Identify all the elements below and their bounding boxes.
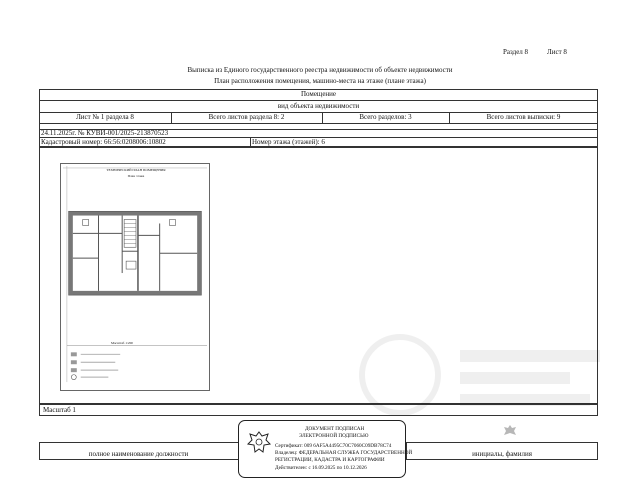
room-label: Помещение (300, 90, 337, 98)
sheet-number: Лист 8 (547, 48, 567, 56)
sheet-of-section: Лист № 1 раздела 8 (76, 113, 134, 121)
plan-drawing-title: ТЕХНИЧЕСКИЙ ПЛАН ПОМЕЩЕНИЯ (106, 168, 166, 172)
name-label: инициалы, фамилия (472, 450, 532, 458)
cadastral-number: Кадастровый номер: 66:56:0208006:10802 (41, 137, 166, 146)
total-sheets-extract: Всего листов выписки: 9 (486, 113, 561, 121)
stamp-valid: Действителен: с 16.09.2025 по 10.12.2026 (275, 465, 367, 471)
electronic-signature-stamp (238, 420, 413, 478)
position-label: полное наименование должности (88, 450, 189, 458)
floor-number: Номер этажа (этажей): 6 (252, 137, 325, 146)
floor-plan-drawing (60, 163, 210, 391)
total-sections: Всего разделов: 3 (359, 113, 412, 121)
plan-scale-note: Масштаб 1:200 (111, 341, 133, 345)
coat-of-arms-icon (245, 429, 273, 457)
plan-drawing-subtitle: План этажа (127, 174, 145, 178)
document-number: 24.11.2025г. № КУВИ-001/2025-213870523 (41, 128, 169, 137)
stamp-line1: ДОКУМЕНТ ПОДПИСАН (305, 426, 365, 432)
total-sheets-section: Всего листов раздела 8: 2 (208, 113, 285, 121)
section-number: Раздел 8 (503, 48, 529, 56)
stamp-owner: Владелец: ФЕДЕРАЛЬНАЯ СЛУЖБА ГОСУДАРСТВЕННОЙ (275, 450, 413, 456)
scale-label: Масштаб 1 (43, 405, 76, 414)
stamp-cert: Сертификат: 009 6AF5A4495C70C7060C09DB78C74 (275, 443, 392, 449)
object-kind-label: вид объекта недвижимости (277, 101, 360, 110)
stamp-owner2: РЕГИСТРАЦИИ, КАДАСТРА И КАРТОГРАФИИ (275, 457, 385, 463)
plan-title: План расположения помещения, машино-места на этаже (плане этажа) (214, 77, 426, 85)
extract-title: Выписка из Единого государственного реестра недвижимости об объекте недвижимости (187, 66, 453, 74)
stamp-line2: ЭЛЕКТРОННОЙ ПОДПИСЬЮ (299, 433, 369, 439)
eagle-icon (502, 423, 518, 439)
